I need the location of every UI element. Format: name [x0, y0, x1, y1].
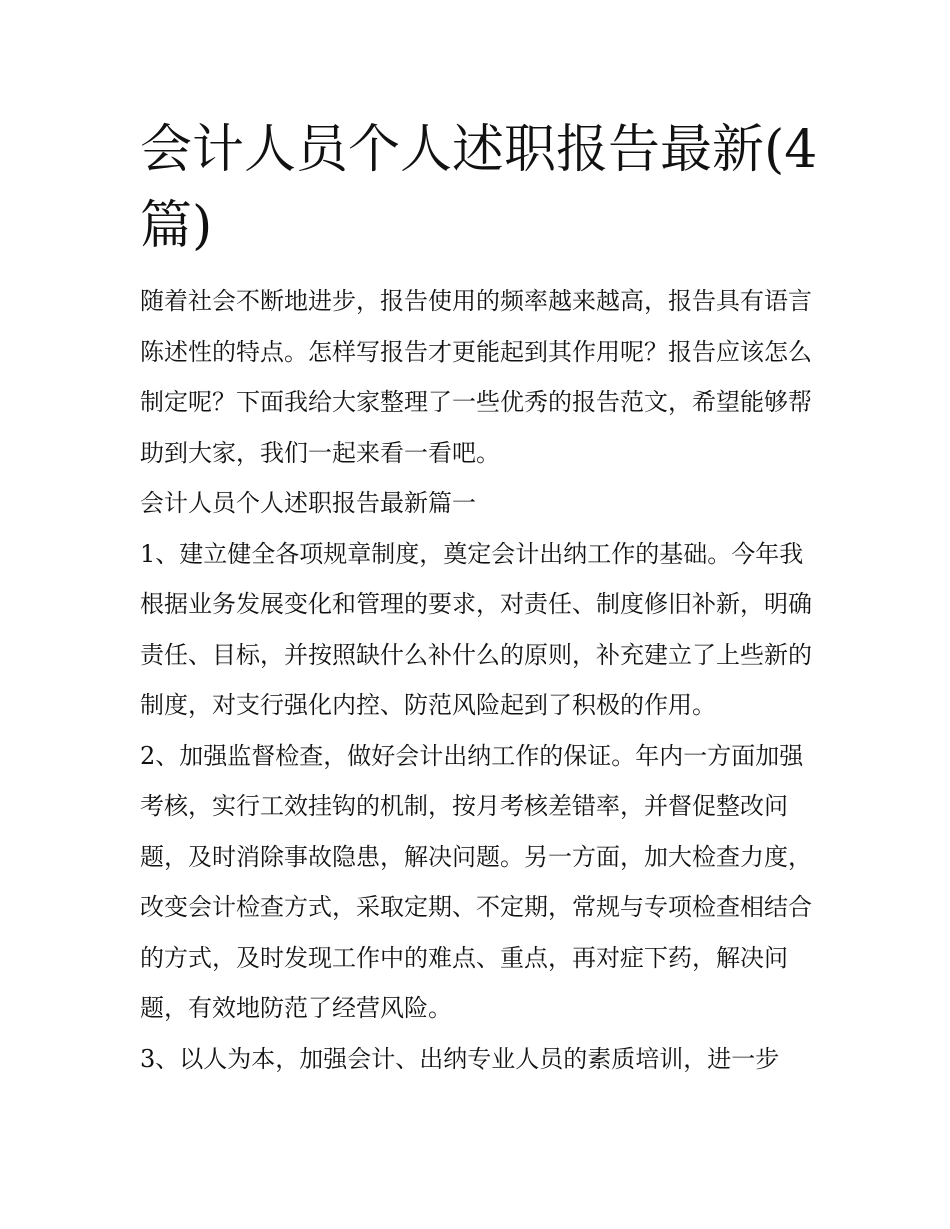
item-1-paragraph: 1、建立健全各项规章制度，奠定会计出纳工作的基础。今年我根据业务发展变化和管理的要求，对责任、制度修旧补新，明确责任、目标，并按照缺什么补什么的原则，补充建立了上些新的制度，对支行强化内控、防范风险起到了积极的作用。 — [140, 539, 812, 719]
document-body — [140, 276, 816, 1084]
item-3-paragraph: 3、以人为本，加强会计、出纳专业人员的素质培训，进一步 — [140, 1044, 780, 1073]
intro-paragraph: 随着社会不断地进步，报告使用的频率越来越高，报告具有语言陈述性的特点。怎样写报告才更能起到其作用呢？报告应该怎么制定呢？下面我给大家整理了一些优秀的报告范文，希望能够帮助到大家，我们一起来看一看吧。 — [140, 287, 812, 467]
document-title: 会计人员个人述职报告最新(4篇) — [140, 120, 818, 256]
section-heading: 会计人员个人述职报告最新篇一 — [140, 489, 476, 517]
item-2-paragraph: 2、加强监督检查，做好会计出纳工作的保证。年内一方面加强考核，实行工效挂钩的机制，按月考核差错率，并督促整改问题，及时消除事故隐患，解决问题。另一方面，加大检查力度，改变会计检查方式，采取定期、不定期，常规与专项检查相结合的方式，及时发现工作中的难点、重点，再对症下药，解决问题，有效地防范了经营风险。 — [140, 741, 812, 1022]
